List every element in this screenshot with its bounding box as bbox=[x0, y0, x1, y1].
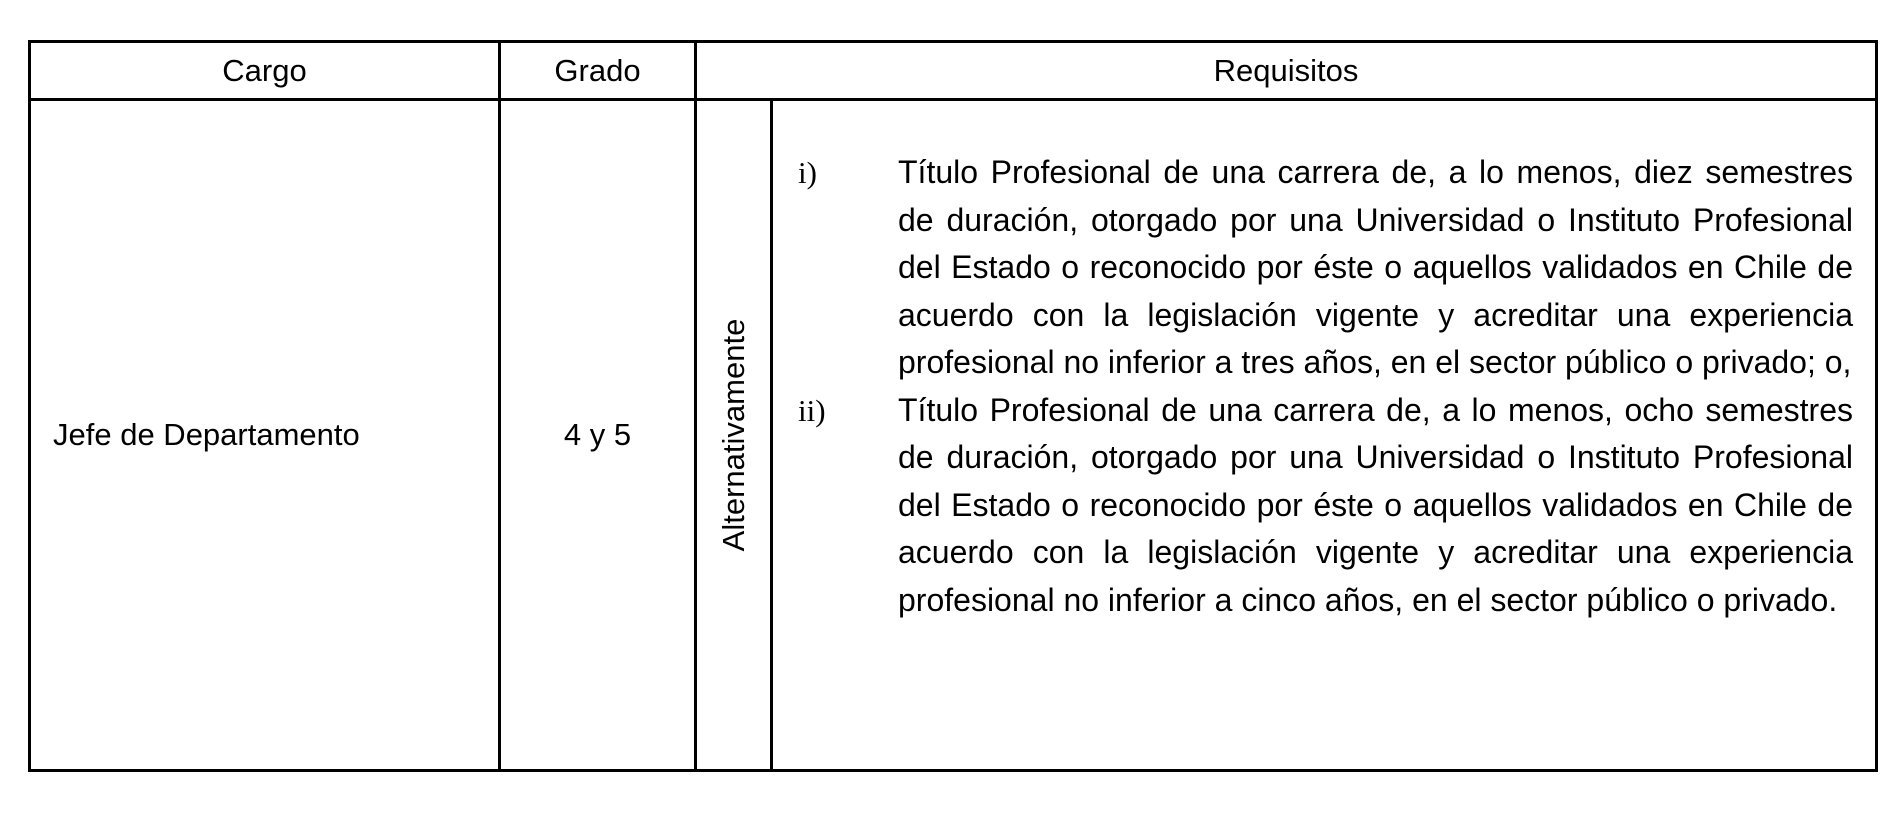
cargo-cell: Jefe de Departamento bbox=[30, 100, 500, 771]
side-label: Alternativamente bbox=[715, 318, 751, 552]
requirements-table bbox=[28, 40, 1878, 772]
requirement-text: Título Profesional de una carrera de, a lo menos, ocho semestres de duración, otorgado por una Universidad o Instituto Profesional del Estado o reconocido por éste o aquellos validados en Chile de acuerdo con la legislación vigente y acreditar una experiencia profesional no inferior a cinco años, en el sector público o privado. bbox=[898, 391, 1853, 618]
header-requisitos: Requisitos bbox=[696, 42, 1877, 100]
requirement-marker: i) bbox=[798, 155, 817, 190]
requirement-text: Título Profesional de una carrera de, a lo menos, diez semestres de duración, otorgado por una Universidad o Instituto Profesional del Estado o reconocido por éste o aquellos validados en Chile de acuerdo con la legislación vigente y acreditar una experiencia profesional no inferior a tres años, en el sector público o privado; o, bbox=[898, 154, 1853, 380]
header-row bbox=[30, 42, 1877, 100]
requirement-item bbox=[795, 387, 1853, 625]
header-cargo: Cargo bbox=[30, 42, 500, 100]
requirement-item bbox=[795, 149, 1853, 387]
requirements-cell bbox=[772, 100, 1877, 771]
side-label-cell bbox=[696, 100, 772, 771]
header-grado: Grado bbox=[500, 42, 696, 100]
grado-cell: 4 y 5 bbox=[500, 100, 696, 771]
requirement-marker: ii) bbox=[798, 392, 826, 428]
table-row bbox=[30, 100, 1877, 771]
